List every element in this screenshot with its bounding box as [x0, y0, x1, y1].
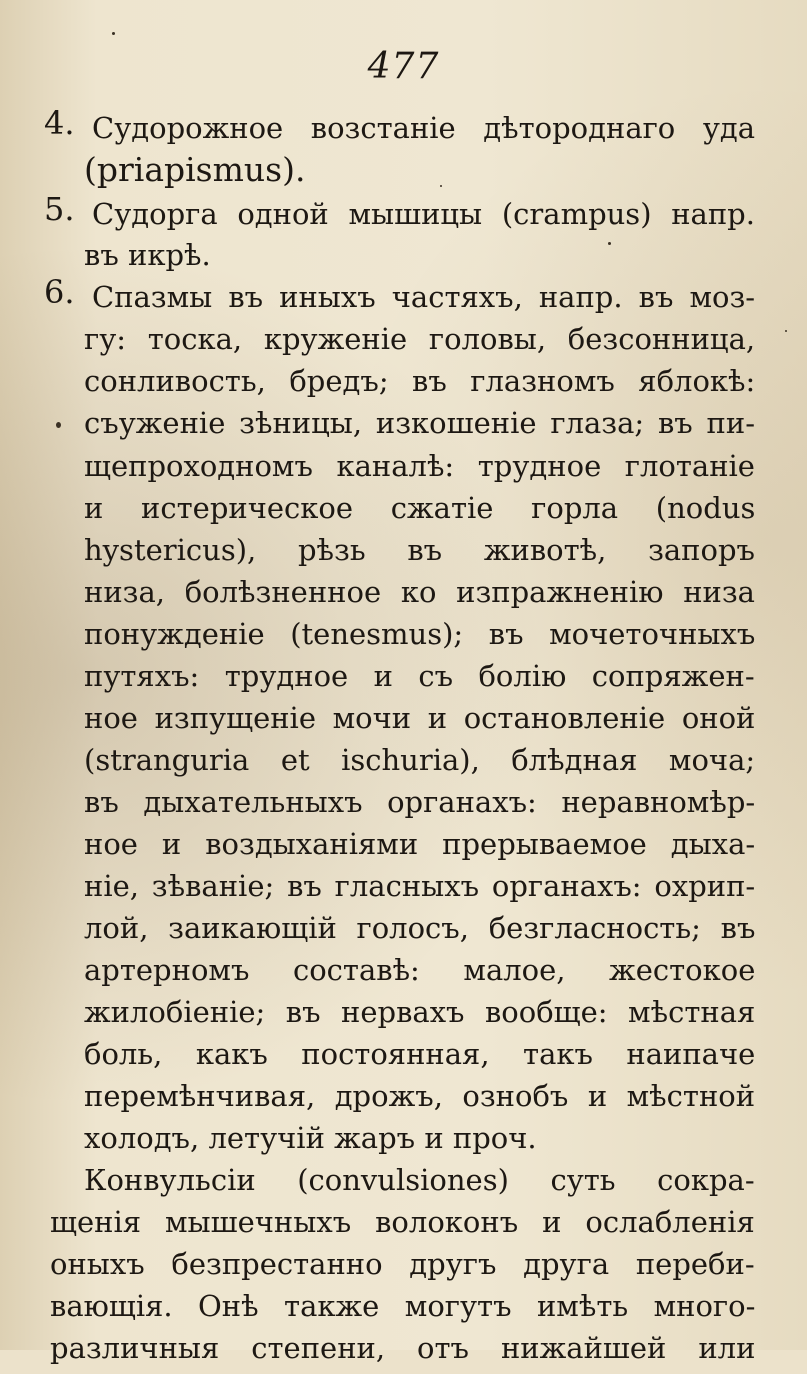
text-line: Судорожное возстаніе дѣтороднаго уда — [92, 111, 756, 145]
page-number: 477 — [367, 46, 440, 87]
text-line: (priapismus). — [84, 150, 306, 189]
text-line: понужденіе (tenesmus); въ мочеточныхъ — [84, 617, 756, 651]
text-line: боль, какъ постоянная, такъ наипаче — [84, 1037, 756, 1071]
text-line: холодъ, летучій жаръ и проч. — [84, 1121, 537, 1155]
text-line: (stranguria et ischuria), блѣдная моча; — [84, 743, 756, 777]
text-line: въ дыхательныхъ органахъ: неравномѣр- — [84, 785, 756, 819]
text-line: Спазмы въ иныхъ частяхъ, напр. въ моз- — [92, 280, 756, 314]
item-number: 4. — [44, 104, 75, 142]
text-line: съуженіе зѣницы, изкошеніе глаза; въ пи- — [84, 406, 755, 440]
paper-speck — [608, 242, 611, 245]
text-line: Судорга одной мышицы (crampus) напр. — [92, 197, 755, 231]
paper-speck — [112, 32, 115, 35]
text-line: Конвульсіи (convulsiones) суть сокра- — [84, 1163, 755, 1197]
text-line: въ икрѣ. — [84, 238, 211, 272]
item-number: 6. — [44, 273, 75, 311]
text-line: вающія. Онѣ также могутъ имѣть много- — [50, 1289, 756, 1323]
paper-speck — [440, 185, 442, 187]
text-line: щенія мышечныхъ волоконъ и ослабленія — [50, 1205, 755, 1239]
text-line: и истерическое сжатіе горла (nodus — [84, 491, 756, 525]
text-line: ное и воздыханіями прерываемое дыха- — [84, 827, 756, 861]
text-line: щепроходномъ каналѣ: трудное глотаніе — [84, 449, 755, 483]
paper-speck — [56, 422, 61, 428]
text-line: гу: тоска, круженіе головы, безсонница, — [84, 322, 756, 356]
text-line: сонливость, бредъ; въ глазномъ яблокѣ: — [84, 364, 756, 398]
text-line: перемѣнчивая, дрожъ, ознобъ и мѣстной — [84, 1079, 756, 1113]
text-line: hystericus), рѣзь въ животѣ, запоръ — [84, 533, 755, 567]
item-number: 5. — [44, 190, 75, 228]
text-line: оныхъ безпрестанно другъ друга переби- — [50, 1247, 755, 1281]
text-line: низа, болѣзненное ко изпражненію низа — [84, 575, 755, 609]
text-line: ное изпущеніе мочи и остановленіе оной — [84, 701, 756, 735]
text-line: путяхъ: трудное и съ болію сопряжен- — [84, 659, 755, 693]
text-line: различныя степени, отъ нижайшей или — [50, 1331, 756, 1365]
paper-speck — [785, 330, 787, 332]
text-line: ніе, зѣваніе; въ гласныхъ органахъ: охрип- — [84, 869, 756, 903]
text-line: лой, заикающій голосъ, безгласность; въ — [84, 911, 756, 945]
text-line: артерномъ составѣ: малое, жестокое — [84, 953, 756, 987]
text-line: жилобіеніе; въ нервахъ вообще: мѣстная — [84, 995, 756, 1029]
